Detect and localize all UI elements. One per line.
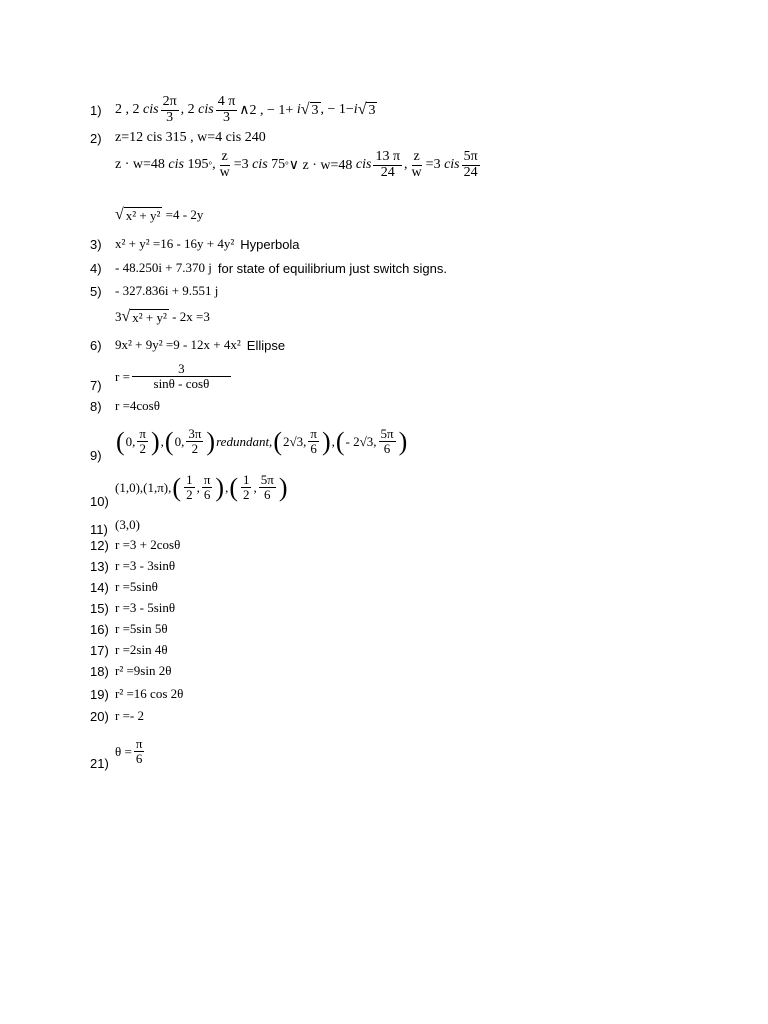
answer-2 <box>90 130 266 146</box>
answer-number: 21) <box>90 756 109 771</box>
answer-15 <box>90 600 175 616</box>
answer-12-math: r =3 + 2cosθ <box>115 537 181 552</box>
answer-number: 15) <box>90 600 109 616</box>
answer-9: 9) ( 0, $\frac{\pi}{2}$ ) , ( 0, $\frac{3\pi}{2}$ ) redundant, ( 2√3, $\frac{\pi}{6}$ ) , ( - 2√3, $\frac{5\pi}{6}$ ) <box>90 420 408 463</box>
answer-number: 8) <box>90 398 102 414</box>
answer-number: 2) <box>90 130 102 146</box>
answer-6-pre: 3 √ x² + y² - 2x =3 <box>115 308 210 325</box>
answer-21: 21) θ = $\frac{\pi}{6}$ <box>90 732 146 771</box>
square-root: √ 3 <box>300 101 319 119</box>
answer-number: 6) <box>90 337 102 353</box>
answer-4 <box>90 260 447 276</box>
answer-12 <box>90 537 180 553</box>
fraction: $\frac{5\pi}{24}$ <box>463 149 478 180</box>
answer-10: 10) (1,0),(1,π), ( $\frac{1}{2}$ , $\frac{\pi}{6}$ ) , ( $\frac{1}{2}$ , $\frac{5\pi}{6}$ ) <box>90 466 288 509</box>
answer-number: 14) <box>90 579 109 595</box>
answer-8-math: r =4cosθ <box>115 398 160 413</box>
answer-number: 7) <box>90 378 102 393</box>
answer-13 <box>90 558 175 574</box>
answer-14 <box>90 579 158 595</box>
fraction: $\frac{5\pi}{6}$ <box>260 472 274 502</box>
answer-1-math: 2 , 2 cis $\frac{2\pi}{3}$ , 2 cis $\frac{4 \pi}{3}$ ∧2 , − 1+ i √ 3 , − 1− i √ 3 <box>115 94 376 125</box>
answer-17 <box>90 642 168 658</box>
answer-13-math: r =3 - 3sinθ <box>115 558 176 573</box>
answer-4-math: - 48.250i + 7.370 j <box>115 260 212 275</box>
answer-7: 7) r = $\frac{3}{\sin\theta - \cos\theta}$ <box>90 360 233 393</box>
fraction: $\frac{1}{2}$ <box>242 472 250 502</box>
answer-note: for state of equilibrium just switch signs. <box>217 260 447 276</box>
answer-19 <box>90 686 183 702</box>
fraction: $\frac{2\pi}{3}$ <box>162 94 177 125</box>
fraction: $\frac{1}{2}$ <box>186 472 193 502</box>
answer-note: Hyperbola <box>240 236 300 252</box>
answer-11-math: (3,0) <box>115 516 140 532</box>
answer-number: 4) <box>90 260 102 276</box>
answer-6-math: 9x² + 9y² =9 - 12x + 4x² <box>115 337 241 352</box>
answer-8 <box>90 398 160 414</box>
answer-20 <box>90 708 144 724</box>
fraction: $\frac{13 \pi}{24}$ <box>375 149 401 180</box>
answer-16-math: r =5sin 5θ <box>115 621 168 636</box>
answer-14-math: r =5sinθ <box>115 579 158 594</box>
fraction: $\frac{\pi}{6}$ <box>135 736 143 766</box>
answer-number: 20) <box>90 708 109 724</box>
answer-number: 10) <box>90 494 109 509</box>
square-root: √ 3 <box>357 101 376 119</box>
fraction: $\frac{3}{\sin\theta - \cos\theta}$ <box>132 362 231 390</box>
answer-15-math: r =3 - 5sinθ <box>115 600 176 615</box>
fraction: $\frac{\pi}{6}$ <box>203 472 211 502</box>
answer-3 <box>90 236 300 252</box>
fraction: $\frac{\pi}{6}$ <box>310 426 317 456</box>
answer-note: Ellipse <box>246 337 286 353</box>
answer-3-pre: √ x² + y² =4 - 2y <box>115 206 204 223</box>
answer-number: 9) <box>90 448 102 463</box>
answer-5-math: - 327.836i + 9.551 j <box>115 283 219 298</box>
answer-number: 1) <box>90 102 102 118</box>
answer-6 <box>90 337 285 353</box>
answer-20-math: r =- 2 <box>115 708 144 723</box>
answer-number: 13) <box>90 558 109 574</box>
square-root: √ x² + y² <box>121 308 167 325</box>
answer-number: 11) <box>90 522 108 537</box>
answer-5 <box>90 283 218 299</box>
answer-19-math: r² =16 cos 2θ <box>115 686 184 701</box>
fraction: $\frac{z}{w}$ <box>219 149 230 180</box>
fraction: $\frac{\pi}{2}$ <box>139 426 146 456</box>
answer-18 <box>90 663 171 679</box>
answer-number: 18) <box>90 663 109 679</box>
answer-number: 3) <box>90 236 102 252</box>
answer-11 <box>90 512 140 537</box>
answer-17-math: r =2sin 4θ <box>115 642 168 657</box>
answer-2-line-1: z=12 cis 315 , w=4 cis 240 <box>115 130 266 145</box>
square-root: √ x² + y² <box>115 206 161 223</box>
answer-16 <box>90 621 168 637</box>
fraction: $\frac{5\pi}{6}$ <box>380 426 394 456</box>
fraction: $\frac{3\pi}{2}$ <box>188 426 202 456</box>
answer-number: 19) <box>90 686 109 702</box>
answer-2-line-2: z · w=48 cis 195 ° , $\frac{z}{w}$ =3 cis 75 ° ∨ z · w=48 cis $\frac{13 \pi}{24}$ , $\frac{z}{w}$ =3 cis $\frac{5\pi}{24}$ <box>115 149 478 180</box>
answer-1 <box>90 95 377 125</box>
fraction: $\frac{4 \pi}{3}$ <box>217 94 236 125</box>
answer-number: 16) <box>90 621 109 637</box>
answer-number: 17) <box>90 642 109 658</box>
answer-18-math: r² =9sin 2θ <box>115 663 172 678</box>
answer-number: 12) <box>90 537 109 553</box>
fraction: $\frac{z}{w}$ <box>411 149 422 180</box>
answer-3-math: x² + y² =16 - 16y + 4y² <box>115 236 235 251</box>
answer-number: 5) <box>90 283 102 299</box>
